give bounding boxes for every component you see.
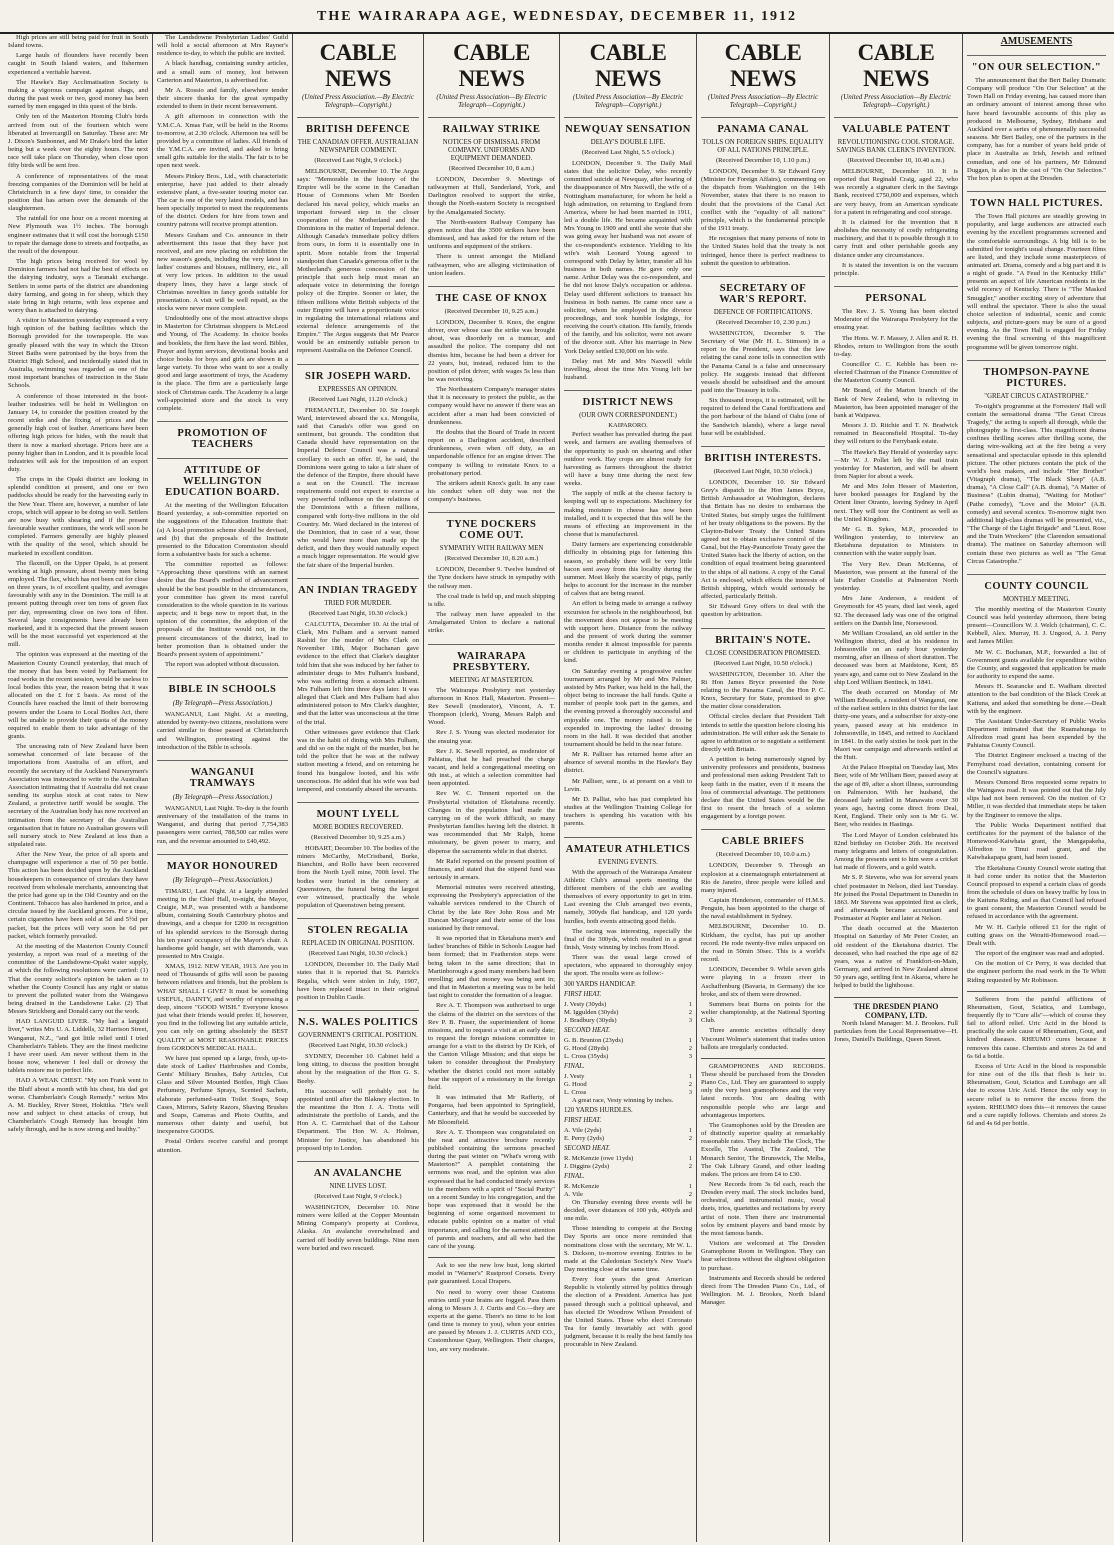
article-paragraph: The death occurred on Monday of Mr William Edwards, a resident of Wanganui, one of the earliest settlers in this district for the last thirty-one years, and a subscriber for sixty-one years, passed away at his residence in Johnsonville, in 1845, and retired to Auckland in 1841. In the early sixties he took part in the Maori war campaign and afterwards settled at the Hutt. bbox=[834, 688, 958, 762]
section-subheadline: DELAY'S DOUBLE LIFE. bbox=[590, 139, 666, 146]
news-brief: The Landsdowne Presbyterian Ladies' Guild will hold a social afternoon at Mrs Rayner's residence to-day, to which the public are invited. bbox=[157, 34, 288, 58]
section-headline: TYNE DOCKERS COME OUT. bbox=[428, 512, 555, 541]
advertisement-text: Instruments and Records should be ordered direct from The Dresden Piano Co., Ltd., of Wellington. M. J. Brookes, North Island Manager. bbox=[701, 1274, 825, 1307]
press-association-byline: (United Press Association—By Electric Telegraph—Copyright.) bbox=[840, 93, 952, 109]
article-paragraph: MELBOURNE, December 10. The Argus says: "Memorable in the history of the Empire will be the scene in the Canadian House of Commons when Mr Borden declared his naval policy, which marks an important forward step in the closer cooperation of the Motherland and the Dominions in the matter of Imperial defence. Although Canada's immediate policy differs from ours, in form it is essentially one in spirit. More notable from the Imperial standpoint than Canada's generous offer is the Motherland's generous concession of the principle that such help must mean an adequate voice in determining the foreign policy of the Empire. Sooner or later, the fifteen millions white British subjects of the outer Empire will have a proportionate voice in regulating the international relations and external defence arrangements of the Empire." The Argus suggests that Mr Pearce would be an eminently suitable person to represent Australia on the Defence Council. bbox=[297, 168, 419, 355]
section-subheadline: TRIED FOR MURDER. bbox=[324, 599, 392, 607]
article-paragraph: He recognises that many persons of note in the United States hold that the treaty is not infringed, hence there is perfect readiness to submit the question to arbitration. bbox=[701, 235, 825, 267]
section-headline: ATTITUDE OF WELLINGTON EDUCATION BOARD. bbox=[157, 458, 288, 498]
result-row bbox=[564, 1191, 692, 1199]
heat-heading: SECOND HEAT. bbox=[564, 1144, 611, 1152]
article-paragraph: HOBART, December 10. The bodies of the miners McCarthy, McCristband, Burke, Bianchini, and Rollo have been recovered from the North Lyell mine, 700ft level. The bodies were buried in the cemetery at Queenstown, the funeral being the largest ever witnessed, practically the whole population of Queenstown being present. bbox=[297, 845, 419, 910]
advertisement-block bbox=[428, 1257, 555, 1354]
article-paragraph: The coal trade is held up, and much shipping is idle. bbox=[428, 592, 555, 608]
article-paragraph: The railway men have appealed to the Amalgamated Union to declare a national strike. bbox=[428, 611, 555, 635]
placing: 3 bbox=[688, 1088, 692, 1096]
result-row bbox=[564, 1183, 692, 1191]
article-paragraph: His successor will probably not be appointed until after the Blakney election. In the meantime the Hon J. A. Trotts will administrate the portfolio of Lands, and the Hon A. C. Carmichael that of the Labour Department. The Hon W. A. Holman, Minister for Justice, has abandoned his proposed trip to London. bbox=[297, 1087, 419, 1152]
article-paragraph: With the approach of the Wairarapa Amateur Athletic Club's annual sports meeting the different members of the club are availing themselves of every opportunity to get in trim. Last evening the Club arranged two events, namely, 300yds flat handicap, and 120 yards hurdles, both events attracting good fields. bbox=[564, 868, 692, 925]
article-paragraph: On the motion of Cr Perry, it was decided that the engineer perform the road work in the Te Whiti Riding requested by Mr Robinson. bbox=[967, 960, 1106, 984]
column-1 bbox=[4, 34, 153, 1542]
column-2 bbox=[153, 34, 293, 1542]
column-8 bbox=[963, 34, 1110, 1542]
news-brief: A gift afternoon in connection with the Y.M.C.A. Xmas Fair, will be held in the Rooms to-morrow, at 2.30 o'clock. Afternoon tea will be provided by a committee of ladies. All friends of the Y.M.C.A. are invited, and asked to bring small gifts suitable for the stalls. The fair is to be open next week. bbox=[157, 113, 288, 170]
article-paragraph: The report of the engineer was read and adopted. bbox=[975, 950, 1105, 958]
section-headline: BRITISH INTERESTS. bbox=[701, 446, 825, 464]
advertisement-text: No need to worry over those Customs entries until your brains are fogged. Pass them along to Messrs J. J. Curtis and Co.—they are experts at the game. There's no time to be lost (and time is money to you), when your entries are passed by Messrs J. J. CURTIS AND CO., Customhouse Quay, Wellington. Their charges, too, are very moderate. bbox=[428, 1288, 555, 1353]
received-line: (Received December 10, 9.25 a.m.) bbox=[444, 307, 539, 315]
article-paragraph: FREMANTLE, December 10. Sir Joseph Ward, interviewed aboard the s.s. Mongolia, said that Canada's offer was good on sentiment, but grounds. The condition that Canada should have representation on the Imperial Defence Council was a natural corollary to such an offer. If, he said, the Dominions were going to take a fair share of the defence of the Empire, there should have a seat on the Council. The increase requirements could not expect to exercise a very powerful influence on the relations of the Dominions with a fifteen millions, compared with forty-five millions in the old Country. Mr. Ward declared in the interest of the Dominion, that in case of a war, those who would have more than made up the deficit, and then they would naturally expect a much bigger representation. He would give the fair share of the Imperial burden. bbox=[297, 406, 419, 569]
news-brief: A black handbag, containing sundry articles, and a small sum of money, lost between Carterton and Masterton, is advertised for. bbox=[157, 60, 288, 84]
competitor-name: R. McKenzie bbox=[564, 1182, 600, 1190]
article-paragraph: Mr S. P. Stevens, who was for several years chief postmaster in Nelson, died last Tuesday. He joined the Postal Department in Dunedin in 1863. Mr Stevens was appointed first as clerk, and afterwards became accountant and Postmaster at Napier and later at Nelson. bbox=[834, 874, 958, 923]
section-headline: DISTRICT NEWS bbox=[564, 390, 692, 408]
news-brief: Messrs Graham and Co. announce in their advertisement this issue that they have just received, and are now placing on exhibition the new season's goods, including the very latest in ladies' costumes and blouses, millinery, etc., all at very low prices. In addition to the usual drapery lines, they have a large stock of Christmas novelties in fancy goods suitable for presentation. A visit will be well repaid, as the stocks were never more complete. bbox=[157, 231, 288, 312]
news-brief: Undoubtedly one of the most attractive shops in Masterton for Christmas shoppers is McLeod and Young, of The Academy. In choice books and booklets, the firm have the last word. Bibles, Prayer and hymn services, devotional books and choice books for boys and girls are shown in a large variety. To those who want to see a really good and large assortment of toys, the Academy is the place. The firm are a particularly large stock of Christmas cards. The Academy is a large well-appointed store and the stock is very complete. bbox=[157, 315, 288, 412]
news-brief: At the meeting of the Wellington Education Board yesterday, a sub-committee reported on the suggestions of the Education Institute that: (a) A local promotion scheme should be devised, and (b) that the proposals of the Institute presented to the Education Commission should form a substantive basis for such a scheme. bbox=[157, 502, 288, 558]
result-row bbox=[564, 1037, 692, 1045]
section-headline: PANAMA CANAL bbox=[701, 117, 825, 135]
article-paragraph: MELBOURNE, December 10. D. Kirkham, the cyclist, has put up another record. He rode twenty-five miles unpaced on the road in 50min 30sec. This is a world's record. bbox=[701, 923, 825, 964]
article-paragraph: On Thursday evening three events will be decided, over distances of 100 yds, 400yds and one mile. bbox=[564, 1198, 692, 1223]
article-paragraph: Mr D. Palliat, who has just completed his studies at the Wellington Training College for teachers is spending his vacation with his parents. bbox=[564, 795, 692, 828]
news-brief: The Hawke's Bay Acclimatisation Society is making a vigorous campaign against shags, and during the past week or two, good money has been earned by men engaged in this quest of the birds. bbox=[8, 78, 148, 111]
result-row bbox=[564, 1163, 692, 1171]
placing: 1 bbox=[688, 1036, 692, 1044]
athletics-results bbox=[564, 981, 692, 1199]
section-subheadline: THE CANADIAN OFFER. AUSTRALIAN NEWSPAPER COMMENT. bbox=[297, 139, 419, 154]
article-paragraph: The Hawke's Bay Herald of yesterday says:—Mr W. J. Pollet left by the mail train yesterday for Masterton, and will be absent from Napier for about a week. bbox=[834, 448, 958, 480]
advertisement-text: North Island Manager: M. J. Brookes. Full particulars from the Local Representative—H. Jones, Daniell's Buildings, Queen Street. bbox=[834, 1019, 958, 1043]
article-paragraph: Sir Edward Grey offers to deal with the question by arbitration. bbox=[701, 603, 825, 619]
article-paragraph: The Rev. J. S. Young has been elected Moderator of the Wairarapa Presbytery for the ensuing year. bbox=[834, 308, 958, 332]
received-line: (Received Last Night, 10.30 o'clock.) bbox=[713, 467, 813, 475]
article-paragraph: The North-eastern Railway Company has given notice that the 3500 strikers have been dismissed, and has asked for the return of the uniforms and equipment of the strikers. bbox=[428, 218, 555, 251]
section-headline: BRITISH DEFENCE bbox=[297, 117, 419, 135]
article-paragraph: Rev J. K. Sewell reported, as moderator of Pahiatua, that he had preached the charge vacant, and held a congregational meeting on 9th inst., at which a selection committee had been appointed. bbox=[428, 747, 555, 788]
article-paragraph: Rev J. S. Young was elected moderator for the ensuing year. bbox=[428, 729, 555, 745]
article-paragraph: He doubts that the Board of Trade in recent report on a Darlington accident, described drunkenness, even when off duty, as an unpardonable offence for an engine driver. The company is willing to reinstate Knox to a probationary period. bbox=[428, 428, 555, 477]
competitor-name: E. Perry (2yds) bbox=[564, 1134, 605, 1142]
advertisement-text: GRAMOPHONES AND RECORDS. These should be purchased from the Dresden Piano Co., Ltd. They are guaranteed to supply only the very best gramophones and the very latest records. You are dealing with responsible people who are large and advantageous importers. bbox=[701, 1062, 825, 1119]
section-headline: SIR JOSEPH WARD. bbox=[297, 364, 419, 382]
advertisement-text: Visitors are welcomed at The Dresden Gramophone Room in Wellington. They can hear selections without the slightest obligation to purchase. bbox=[701, 1240, 825, 1272]
article-paragraph: LONDON, December 9. Knox, the engine driver, over whose case the strike was brought about, was disorderly on a tramcar, and assaulted the police. The company did not dismiss him, because he had been a driver for 22 years, but, instead, reduced him to the position of pilot driver, with wages 5s less than he was receiving. bbox=[428, 318, 555, 383]
news-brief: A conference of representatives of the meat freezing companies of the Dominion will be held at Christchurch in a few days' time, to consider the position that has arisen over the demands of the slaughtermen. bbox=[8, 172, 148, 213]
section-subheadline: (OUR OWN CORRESPONDENT.) bbox=[579, 412, 677, 420]
page-columns bbox=[4, 34, 1110, 1542]
article-paragraph: LONDON, December 9. Through an explosion at a cinematograph entertainment at Rio de Janeiro, three people were killed and many injured. bbox=[701, 862, 825, 894]
section-headline: PROMOTION OF TEACHERS bbox=[157, 421, 288, 450]
section-headline: THE CASE OF KNOX bbox=[428, 286, 555, 304]
article-paragraph: Three anomic societies officially deny Viscount Wolmer's statement that trades union ballots are irregularly conducted. bbox=[701, 1027, 825, 1051]
section-headline: THOMPSON-PAYNE PICTURES. bbox=[967, 360, 1106, 389]
advertisement-block bbox=[967, 991, 1106, 1129]
news-brief: WANGANUI, Last Night. At a meeting, attended by twenty-two citizens, resolutions were carried similar to those passed at Christchurch and Wellington, protesting against the introduction of the Bible in schools. bbox=[157, 711, 288, 751]
competitor-name: J. Diggins (2yds) bbox=[564, 1162, 610, 1170]
news-brief: The report was adopted without discussion. bbox=[165, 661, 280, 668]
article-paragraph: Rev A. T. Thompson was congratulated on the neat and attractive brochure recently published containing the sermons preached during the past winter on "What's wrong with Masterton?" A pamphlet containing the sermons was read, and the opinion was also expressed that he had conducted timely services to the members with a spirit of "Social Purity" on a recent Sunday to his congregation, and the hope was expressed that it would be the beginning of some organised movement to educate public opinion on a matter of vital importance, and calling for the earnest attention of parents and teachers, and all who had the care of the young. bbox=[428, 1128, 555, 1250]
article-paragraph: The announcement that the Bert Bailey Dramatic Company will produce "On Our Selection" at the Town Hall on Friday evening, has caused more than an ordinary amount of interest among those who have heard favourable accounts of this play as produced in Melbourne, Sydney, Brisbane and Auckland over a series of phenomenally successful seasons. Mr Bert Bailey, one of the partners in the company, has for a number of years held pride of place in Australia as Irish, Jewish and refined comedian, and one of his partners, Mr Edmund Duggan, is also in the cast of "On Our Selection." The box plan is open at the Dresden. bbox=[967, 77, 1106, 182]
section-headline: WANGANUI TRAMWAYS bbox=[157, 760, 288, 789]
news-brief: A visitor to Masterton yesterday expressed a very high opinion of the bathing facilities which the Borough provided for the townspeople. He was greatly pleased with the way in which the Dixon Street Baths were patronised by the boys from the District High School, and incidentally stated that in Australia, swimming was regarded as one of the most important branches of instruction in the State Schools. bbox=[8, 317, 148, 390]
competitor-name: G. Hood (28yds) bbox=[564, 1044, 609, 1052]
news-brief: The crops in the Opaki district are looking in splendid condition at present, and one or two paddocks should be ready for the harvesting early in the New Year. There are, however, a number of late crops, which will appear to be doing so well. Settlers are now busy with shearing and if the present favourable weather continues, the work will soon be completed. Farmers generally are highly pleased with the quality of the wool, which should be marketed in excellent condition. bbox=[8, 476, 148, 557]
article-paragraph: The District Engineer enclosed a tracing of the Fernyhurst road deviation, containing consent for the Council's signature. bbox=[967, 752, 1106, 776]
result-row bbox=[564, 1009, 692, 1017]
column-4 bbox=[424, 34, 560, 1542]
article-paragraph: A petition is being numerously signed by university professors and presidents, business and professional men asking President Taft to keep faith in the matter, even if it means the loss of commercial advantage. The petitioners declare that the United States would be the first to resent the breach of a solemn engagement by a foreign power. bbox=[701, 756, 825, 821]
heat-heading: FIRST HEAT. bbox=[564, 990, 602, 998]
result-row bbox=[564, 1081, 692, 1089]
heat-heading: FIRST HEAT. bbox=[564, 1116, 602, 1124]
article-paragraph: Every four years the great American Republic is violently stirred by politics through the election of a President. America has just passed through such a political upheaval, and has elected Dr Woodrow Wilson President of the United States. Those who elect Coronato Tea for family invariably act with good judgment, because it is really the best family tea procurable in New Zealand. bbox=[564, 1276, 692, 1349]
news-brief: Large hauls of flounders have recently been caught in South Island waters, and fishermen experienced a veritable harvest. bbox=[8, 52, 148, 76]
news-brief: Messrs Pinkey Bros., Ltd., with characteristic enterprise, have just added to their already extensive plant, a five-seater touring motor car. The car is one of the very latest models, and has been specially imported to meet the requirements of the district. Orders for hire from town and country patrons will receive prompt attention. bbox=[157, 172, 288, 229]
received-line: (Received December 10, 10.0 a.m.) bbox=[716, 851, 810, 859]
advertisement-text: Sufferers from the painful afflictions of Rheumatism, Gout, Sciatica, and Lumbago, frequently fly to "Cure alls"—which of course they fail to afford relief. Uric Acid in the blood is practically the sole cause of Rheumatism, Gout, and kindred diseases. RHEUMO cures because it removes this cause. Chemists and stores 2s 6d and 6s 6d a bottle. bbox=[967, 995, 1106, 1060]
news-brief: The unceasing rain of New Zealand have been somewhat concerned of late because of the importations from Australia of an effort, and recently the secretary of the Auckland Nurserymen's Association was instructed to write to the Australian Association intimating that if Australia did not cease sending its surplus stock at cost rates to New Zealand, a protective tariff would be sought. The secretary of the Australian body has now received an intimation from the secretary of the Australian organisation that in future no Australian growers will sell nursery stock to New Zealand at less than a stipulated rate. bbox=[8, 743, 148, 848]
received-line: (Received December 10, 9.25 a.m.) bbox=[311, 834, 405, 841]
section-headline: MAYOR HONOURED bbox=[157, 854, 288, 872]
article-paragraph: SYDNEY, December 10. Cabinet held a long sitting, to discuss the position brought about by the resignation of the Hon G. S. Beeby. bbox=[297, 1053, 419, 1085]
cable-news-heading: CABLE NEWS bbox=[857, 40, 935, 91]
article-paragraph: Mr Rafel reported on the present position of finances, and stated that the stipend fund was seriously in arrears. bbox=[428, 857, 555, 881]
article-paragraph: Mrs Jane Anderson, a resident of Greymouth for 45 years, died last week, aged 92. The deceased lady was one of the original settlers on the Danish line, Norsewood. bbox=[834, 595, 958, 627]
news-brief: After the New Year, the price of all sports and champagne will experience a rise of 50 per bottle. This action has been decided upon by the Auckland housekeepers in consequence of circulars they have received from wholesale merchants, announcing that the price had gone up in the Old Country and on the Continent. Tobacco has also hardened in price, and a circular issued by the Auckland grocers. For a time, certain cigarettes have been sold at 5d and 5½d per packet, but the prices will very soon be 6d per packet, which formerly prevailed. bbox=[8, 851, 148, 940]
cable-news-heading: CABLE NEWS bbox=[724, 40, 802, 91]
advertisement-block bbox=[701, 1058, 825, 1308]
article-paragraph: LONDON, December 9. Sir Edward Grey (Minister for Foreign Affairs), commenting on the dispatch from Washington on the 14th November, states that there is no reason to doubt that the provisions of the Canal Act conflict with the "equality of all nations" principle, which is the fundamental principle of the 1911 treaty. bbox=[701, 168, 825, 233]
section-headline: BIBLE IN SCHOOLS bbox=[157, 677, 288, 695]
article-paragraph: CALCUTTA, December 10. At the trial of Clark, Mrs Fulham and a servant named Rashid for the murder of Mrs Clark on November 18th, Major Buchanan gave evidence to the effect that Clarke's daughter told him that she was induced by her father to administer drugs to Mrs Fulham's husband, who was suffering from a stomach ailment. Mrs Fulham left him three days later. It was alleged that Clark and Mrs Fulham had also administered poison to Mrs Clark's daughter, and that the latter was unconscious at the time of the trial. bbox=[297, 620, 419, 726]
article-paragraph: Mr R. Palliser has returned home after an absence of several months in the Hawke's Bay district. bbox=[564, 751, 692, 775]
section-place: KAIPARORO. bbox=[608, 422, 648, 430]
news-brief: At the meeting of the Masterton County Council yesterday, a report was read of a meeting of the committee of the Landsdowne-Opaki water supply, at which the following resolutions were carried: (1) That the county solicitor's opinion be taken as to whether the County Council has any right or status to prevent the polluted water from the Waingawa being drained in the Landsdowne Lake. (2) That Messrs Strickberg and Donald carry out the work. bbox=[8, 942, 148, 1016]
placing: 2 bbox=[688, 1008, 692, 1016]
article-paragraph: The Eketahuna County Council wrote stating that it had come under its notice that the Masterton Council proposed to expend a certain class of goods from the schedule of dues on heavy traffic by loss in the Kaituna Riding, and as that Council had refused to grant consent, the Masterton Council would be refused in accordance with the agreement. bbox=[967, 864, 1106, 921]
received-line: (Received December 10, 8 a.m.) bbox=[448, 165, 535, 172]
received-line: (Received December 10, 1.10 p.m.) bbox=[715, 157, 811, 164]
press-association-byline: (United Press Association.—By Electric Telegraph—Copyright.) bbox=[302, 93, 414, 109]
result-row bbox=[564, 1045, 692, 1053]
section-subheadline: EVENING EVENTS. bbox=[598, 858, 658, 866]
section-headline: RAILWAY STRIKE bbox=[428, 117, 555, 135]
article-paragraph: It was reported that in Eketahuna men's and ladies' branches of Bible in Schools League had been formed; that in Featherston steps were being taken in the same direction; that in Martinborough a good many members had been enrolling; and that money was being sent in; and that in Masterton a meeting was to be held last night to consider the formation of a league. bbox=[428, 935, 555, 1000]
press-association-byline: (United Press Association—By Electric Telegraph—Copyright.) bbox=[572, 93, 684, 109]
placing: 2 bbox=[688, 1190, 692, 1198]
article-paragraph: The racing was interesting, especially the final of the 300yds, which resulted in a great finish, Vesty winning by inches from Hood. bbox=[564, 927, 692, 951]
placing: 2 bbox=[688, 1044, 692, 1052]
article-paragraph: Summers beat Burns on points for the welter championship, at the National Sporting Club. bbox=[701, 1000, 825, 1025]
section-subheadline: EXPRESSES AN OPINION. bbox=[318, 385, 398, 393]
article-paragraph: Six thousand troops, it is estimated, will be required to defend the Canal fortifications and the port harbour of the Island of Oahu (one of the Sandwich islands), where a large naval base will be established. bbox=[701, 397, 825, 437]
column-7 bbox=[830, 34, 963, 1542]
article-paragraph: Mr William Crossland, an old settler in the Wellington district, died at his residence in Johnsonville on an early hour yesterday morning, after an illness of short duration. The deceased was born at Maidstone, Kent, 85 years ago, and came out to New Zealand in the ship Lord William Bentinck, in 1841. bbox=[834, 629, 958, 686]
section-subheadline: CLOSE CONSIDERATION PROMISED. bbox=[705, 649, 821, 657]
article-paragraph: Mr W. C. Buchanan, M.P., forwarded a list of Government grants available for expenditure within the County, and suggested that application be made for authority to expend the same. bbox=[967, 648, 1106, 681]
competitor-name: G. Hood bbox=[564, 1080, 587, 1088]
received-line: (Received Last Night, 5.5 o'clock.) bbox=[581, 149, 675, 156]
received-line: (Received Last Night, 11.20 o'clock.) bbox=[308, 395, 408, 403]
masthead-title: THE WAIRARAPA AGE, WEDNESDAY, DECEMBER 11, 1912 bbox=[317, 9, 797, 24]
competitor-name: L. Cross (35yds) bbox=[564, 1052, 609, 1060]
section-subheadline: REPLACED IN ORIGINAL POSITION. bbox=[301, 940, 415, 948]
result-row bbox=[564, 1017, 692, 1025]
article-paragraph: MELBOURNE, December 10. It is reported that Reginald Craig, aged 22, who was recently a signature clerk in the Savings Bank, received £750,000 and expenses, which are very heavy, from an American syndicate for a patent in refrigerating and cool storage. bbox=[834, 168, 958, 216]
result-row bbox=[564, 1053, 692, 1061]
article-paragraph: An effort is being made to arrange a railway excursion for schools in the neighbourhood, but the movement does not appear to be meeting with support here. Distance from the railway and the present of work during the summer months render it almost impossible for parents or children to participate in anything of the kind. bbox=[564, 600, 692, 665]
news-brief: The committee reported as follows: "Approaching these questions with an earnest desire that the Board's method of advancement should be the best possible in the circumstances, your committee has given its most careful consideration to the whole question in its various aspects; and it begs now to report that, in the opinion of the committee, the adoption of the proposals of the Institute would not, in the present circumstances of the district, lead to better promotion than is obtained under the Board's present system of appointment." bbox=[157, 561, 288, 658]
section-headline: AN INDIAN TRAGEDY bbox=[297, 578, 419, 596]
results-heading: 300 YARDS HANDICAP. bbox=[564, 980, 636, 988]
article-paragraph: It was intimated that Mr Rafferty, of Pongaroa, had been appointed to Springfield, Canterbury, and that he would be succeeded by Mr Bloomfield. bbox=[428, 1094, 555, 1126]
section-headline: SECRETARY OF WAR'S REPORT. bbox=[701, 276, 825, 305]
article-paragraph: LONDON, December 9. Meetings of railwaymen at Hull, Sunderland, York, and Darlington resolved to support the strike, though the North-eastern Society is recognised by the Amalgamated Society. bbox=[428, 176, 555, 216]
article-paragraph: Mr and Mrs John Hesser of Masterton, have booked passages for England by the Orient liner Otranto, leaving Sydney in April next. They will tour the Continent as well as the United Kingdom. bbox=[834, 483, 958, 523]
article-paragraph: Official circles declare that President Taft intends to settle the question before closing his administration. He will either ask the Senate to agree to arbitration or to negotiate a settlement directly with Britain. bbox=[701, 713, 825, 753]
placing: 2 bbox=[688, 1080, 692, 1088]
article-paragraph: It is stated the invention is on the vacuum principle. bbox=[834, 261, 958, 277]
article-paragraph: Delay met Mr and Mrs Naxwill while travelling, about the time Mrs Young left her husband. bbox=[564, 357, 692, 382]
article-paragraph: On Saturday evening a progressive euchre tournament arranged by Mr and Mrs Palmer, assisted by Mrs Parker, was held in the hall, the object being to increase the hall funds. Quite a number of people took part in the games, and the evening proved a thoroughly successful and enjoyable one. The money raised is to be expended in improving the ladies' dressing room in the hall. It was decided that another tournament should be held in the near future. bbox=[564, 667, 692, 748]
article-paragraph: LONDON, December 9. Twelve hundred of the Tyne dockers have struck in sympathy with the railway men. bbox=[428, 566, 555, 590]
advertisement-block bbox=[834, 997, 958, 1044]
section-headline: CABLE BRIEFS bbox=[701, 829, 825, 847]
article-paragraph: WASHINGTON, December 10. After the Rt Hon James Bryce presented the Note relating to the Panama Canal, the Hon P. C. Knox, Secretary for State, promised to give the matter close consideration. bbox=[701, 670, 825, 711]
received-line: (Received Last Night, 10.50 o'clock.) bbox=[713, 659, 813, 667]
news-brief: WANGANUI, Last Night. To-day is the fourth anniversary of the installation of the trams in Wanganui, and during that period 7,754,383 passengers were carried, 788,500 car miles were run, and the revenue amounted to £40,492. bbox=[157, 804, 288, 845]
news-brief: The opinion was expressed at the meeting of the Masterton County Council yesterday, that much of the money that has been voted by Parliament for road works in the recent session, would be useless to local bodies this year, the reason being that it was allocated on the £ for £ basis. As most of the Councils have reached the limit of their borrowing powers under the Loans to Local Bodies Act, there will be unable to provide their quota of the money required to enable them to take advantage of the grants. bbox=[8, 651, 148, 740]
article-paragraph: The Public Works Department notified that certificates for the payment of the balance of the Homewood-Kaiwhata grant, the Mangapakeha, Alfredton to Tinui road grant, and the Kaiwhakapapa grant, had been issued. bbox=[967, 821, 1106, 862]
section-headline: COUNTY COUNCIL bbox=[967, 574, 1106, 592]
section-headline: VALUABLE PATENT bbox=[834, 117, 958, 135]
article-paragraph: The Assistant Under-Secretary of Public Works Department intimated that the Ruamahunga to Alfredton road grant has been expended by the Pahiatua County Council. bbox=[967, 717, 1106, 750]
article-paragraph: Mr W. H. Carlyle offered £1 for the right of cutting grass on the Weraiti-Homewood road.—Dealt with. bbox=[967, 923, 1106, 947]
article-paragraph: The Very Rev. Dean McKenna, of Masterton, was present at the funeral of the late Father Costello at Palmerston North yesterday. bbox=[834, 560, 958, 593]
article-paragraph: At the Palace Hospital on Tuesday last, Mrs Beer, wife of Mr William Beer, passed away at the age of 89, after a short illness, surrounding on Palmerston. With her husband, the deceased lady settled in Manawatu over 30 years ago, having come direct from Deal, Kent, England. Their only son is Mr G. W. Beer, who resides in Hastings. bbox=[834, 764, 958, 829]
news-brief: TIMARU, Last Night. At a largely attended meeting in the Chief Hall, to-night, the Mayor, Craigie, M.P., was presented with a handsome album, containing South Canterbury photos and drawings, and a cheque for £200 in recognition of his splendid services to the Borough during his ten years' occupancy of the Mayor's chair. A handsome gold bangle, set with diamonds, was presented to Mrs Craigie. bbox=[157, 887, 288, 960]
section-subheadline: MEETING AT MASTERTON. bbox=[449, 676, 534, 684]
article-paragraph: Perfect weather has prevailed during the past week, and farmers are availing themselves of the opportunity to push on shearing and other outdoor work. Hay crops are almost ready for harvesting as farmers throughout the district will have a busy time during the next few weeks. bbox=[564, 431, 692, 488]
advertisement-text: The Gramophones sold by the Dresden are of distinctly superior quality at remarkably reasonable rates. They include The Clock, The Excelle, The Austral, The Zealand, The Monarch Senior, The Brunswick, The Melba, The Oak Library Grand, and other leading makes. The prices are from £4 to £30. bbox=[701, 1121, 825, 1178]
article-paragraph: There was the usual large crowd of spectators, who appeared to thoroughly enjoy the sport. The results were as follow:- bbox=[564, 954, 692, 978]
placing: 2 bbox=[688, 1134, 692, 1142]
result-row bbox=[564, 1073, 692, 1081]
advertisement-text: Excess of Uric Acid in the blood is responsible for nine out of the ills that flesh is heir to. Rheumatism, Gout, Sciatica and Lumbago are all due to excess Uric Acid. Hence the only way to secure relief is to remove the excess from the system. RHEUMO does this—it removes the cause and a cure rapidly follows. Chemists and stores 2s 6d and 4s 6d per bottle. bbox=[967, 1062, 1106, 1128]
competitor-name: J. Vesty bbox=[564, 1072, 585, 1080]
result-row bbox=[564, 1135, 692, 1143]
article-paragraph: The supply of milk at the cheese factory is keeping well up to expectations. Machinery for making moisture in cheese has now been installed, and it is expected that this will be the means of effecting an improvement in the cheese that is manufactured. bbox=[564, 490, 692, 539]
placing: 1 bbox=[688, 1000, 692, 1008]
competitor-name: G. B. Brunton (23yds) bbox=[564, 1036, 624, 1044]
article-paragraph: The Wairarapa Presbytery met yesterday afternoon in Knox Hall, Masterton. Present—Rev Sewell (moderator), Vincent, A. T. Thompson (clerk), Young, Messrs Ralph and Wood. bbox=[428, 686, 555, 727]
column-6 bbox=[697, 34, 830, 1542]
press-association-byline: (By Telegraph—Press Association.) bbox=[172, 699, 273, 708]
news-brief: The rainfall for one hour on a recent morning at New Plymouth was 1½ inches. The borough engineer estimates that it will cost the borough £150 to repair the damage done to streets and footpaths, as the result of the downpour. bbox=[8, 215, 148, 255]
article-paragraph: The Town Hall pictures are steadily growing in popularity, and large audiences are attracted each evening by the excellent programmes screened and the comfortable surroundings. A big bill is to be submitted for tonight's usual change. Fourteen films are listed, and they include some masterpieces of animated art. Drama, comedy and a big part and it is a night of grade. "A Feud in the Kentucky Hills" presents an aspect of life American residents in the wild recency of Kentucky. There is "The Masked Smuggler," another exciting story of adventure that will enthral the spectator. There is also the usual choice selection of industrial, scenic and comic subjects, and picture-goers may be sure of a good evening. As the Town Hall is engaged for Friday evening the final screening of this magnificent programme will be given tomorrow night. bbox=[967, 213, 1106, 351]
section-subheadline: NINE LIVES LOST. bbox=[329, 1182, 387, 1190]
article-paragraph: Mr Palliser, senr., is at present on a visit to Levin. bbox=[564, 777, 692, 793]
advertisement-text: Ask to see the new low bust, long skirted model in "Warner's" Rustproof Corsets. Every pair guaranteed. Local Drapers. bbox=[428, 1262, 555, 1286]
article-paragraph: The Lord Mayor of London celebrated his 82nd birthday on October 26th. He received many telegrams and letters of congratulation. Among the presents sent to him were a cricket bat made of flowers, and a gold watch. bbox=[834, 831, 958, 872]
news-brief: High prices are still being paid for fruit in South Island towns. bbox=[8, 34, 148, 50]
article-paragraph: The monthly meeting of the Masterton County Council was held yesterday afternoon, there being present—Councillors W. J. Welch (chairman), C. C. Kebbell, Alex. Murray, H. J. Ungood, A. J. Perry and James Miller. bbox=[967, 605, 1106, 646]
received-line: (Received December 10, 2.30 p.m.) bbox=[715, 318, 811, 326]
news-brief: Only ten of the Masterton Homing Club's birds arrived from out of the fourteen which were liberated at Invercargill on Saturday. These are: Mr J. Dixon's Sunbonnet, and Mr Drake's bird the latter being but a week over the eighty hours. The next race will take place on Thursday, when close upon fifty birds will be sent free. bbox=[8, 113, 148, 170]
result-row bbox=[564, 1127, 692, 1135]
news-brief: Mr A. Rossio and family, elsewhere tender their sincere thanks for the great sympathy extended to them in their recent bereavement. bbox=[157, 86, 288, 111]
results-note: A great race, Vesty winning by inches. bbox=[572, 1096, 674, 1104]
competitor-name: M. Iggulden (30yds) bbox=[564, 1008, 619, 1016]
article-paragraph: To-night's programme at the Forresters' Hall will contain the sensational drama "The Great Circus Tragedy," the acting is superb all through, while the photography is first-class. This magnificent drama confines thrilling scenes after thrilling scene, the daring wire-walking act at the fire being a very sensational and spectacular episode in this splendid picture. The other pictures contain the pick of the world's best makers, and include "Her Brother" (Vitagraph drama), "The Black Sheep" (A.B. drama), "A Close Call" (A.B. drama), "A Matter of Business" (Lubin drama), "Waiting for Mother" (Pathe comedy), "Love and the Motor" (A.B. comedy) and several scenics. To-morrow night two additional high-class dramas will be presented, viz., "The Charge of the Light Brigade" and "Lieut. Rose and the Train Wreckers" (the Clarendon sensational drama). The matinee on Saturday afternoon will contain these two pictures as well as "The Great Circus Catastrophe." bbox=[967, 402, 1106, 565]
section-subheadline: MONTHLY MEETING. bbox=[1002, 595, 1071, 603]
article-paragraph: LONDON, December 10. The Daily Mail states that it is reported that St. Patrick's Regalia, which were stolen in July, 1907, have been replaced intact in their original position in Dublin Castle. bbox=[297, 961, 419, 1001]
article-paragraph: The Northeastern Company's manager states that it is necessary to protect the public, as the company would have no answer if there was an accident after a man had been convicted of drunkenness. bbox=[428, 386, 555, 426]
column-3 bbox=[293, 34, 424, 1542]
heat-heading: FINAL. bbox=[564, 1172, 585, 1180]
section-headline: AN AVALANCHE bbox=[297, 1161, 419, 1179]
section-subheadline: DEFENCE OF FORTIFICATIONS. bbox=[713, 308, 813, 316]
results-heading: 120 YARDS HURDLES. bbox=[564, 1106, 633, 1114]
section-subheadline: GOVERNMENT'S CRITICAL POSITION. bbox=[298, 1032, 418, 1040]
received-line: (Received Last Night, 9 o'clock.) bbox=[314, 157, 402, 164]
article-paragraph: The death occurred at the Masterton Hospital on Saturday of Mr Peter Coster, an old resident of the Eketahuna district. The deceased, who had reached the ripe age of 82 years, was a native of Frankfort-on-Main, Germany, and arrived in New Zealand almost 50 years ago, settling first in Akaroa, where he helped to build the lighthouse. bbox=[834, 925, 958, 990]
section-subheadline: MORE BODIES RECOVERED. bbox=[312, 824, 404, 831]
article-paragraph: It is claimed for the invention that it abolishes the necessity of costly refrigerating machinery, and that it is possible through it to carry fruit and other perishable goods any distance under any circumstances. bbox=[834, 218, 958, 259]
article-paragraph: Memorial minutes were received attesting, expressing the Presbytery's appreciation of the valuable services rendered to the Church of Christ by the late Rev John Ross and Mr Duncan McGregor and their sense of the loss sustained by their removal. bbox=[428, 884, 555, 932]
section-headline: "ON OUR SELECTION." bbox=[967, 55, 1106, 73]
result-row bbox=[564, 1001, 692, 1009]
received-line: (Received Last Night, 9 o'clock.) bbox=[314, 1192, 402, 1200]
placing: 3 bbox=[688, 1016, 692, 1024]
section-headline: N.S. WALES POLITICS bbox=[297, 1010, 419, 1028]
competitor-name: A. Vile bbox=[564, 1190, 583, 1198]
article-paragraph: Mr G. B. Sykes, M.P., proceeded to Wellington yesterday, to interview an Eketahuna deputation to Ministers in connection with the water supply loan. bbox=[834, 525, 958, 558]
article-paragraph: WASHINGTON, December 10. Nine miners were killed at the Copper Mountain Mining Company's property at Cordova, Alaska. An avalanche overwhelmed and carried off bodily seven buildings. Nine men were buried and two rescued. bbox=[297, 1203, 419, 1252]
news-brief: HAD LANGUID LIVER. "My had a languid liver," writes Mrs U. A. Liddells, 32 Harrison Street, Wanganui, N.Z., "and got little relief until I tried Chamberlain's Tablets. They are the finest medicine I have ever used. Am never without them in the house now, whenever I feel dull or drowsy the tablets restore me to perfect life. bbox=[8, 1018, 148, 1075]
received-line: (Received Last Night, 10.30 o'clock.) bbox=[308, 1042, 408, 1050]
press-association-byline: (By Telegraph—Press Association.) bbox=[172, 792, 273, 801]
article-paragraph: LONDON, December 9. The Daily Mail states that the solicitor Delay, who recently committed suicide at Newquay, after hearing of the disappearance of Mrs Naxwill, the wife of a Nottingham manufacturer, for whom he held a high admiration, on returning to England from America, where he had been married in 1911, led a double life. He became acquainted with Mrs Young in 1909 and until she wrote that she was going away her husband was not aware of the co-respondent's existence. Yielding to his wife's wish Leonard Young agreed to correspond with Delay by letter, transfer all his business in both names. He gave only one name. Arthur Delay was the co-respondent, and he did not know Daly's occupation or address. Delay used different solicitors to transact his business in both names. He came once saw a solicitor, whom he employed in the divorce proceedings, and took humble lodgings, for receiving the court's citation. His family, friends of the family, and his solicitor, were not aware of the divorce suit. After his marriage in New York Delay settled £30,000 on his wife. bbox=[564, 160, 692, 355]
received-line: (Received Last Night, 10.30 o'clock.) bbox=[308, 609, 408, 617]
cable-news-heading: CABLE NEWS bbox=[319, 40, 397, 91]
placing: 1 bbox=[688, 1072, 692, 1080]
cable-news-heading: CABLE NEWS bbox=[453, 40, 530, 91]
masthead bbox=[0, 0, 1114, 34]
article-paragraph: Dairy farmers are experiencing considerable difficulty in obtaining pigs for fattening this season, so probably there will be very little bacon sent away from this locality during the summer. Most likely the scarcity of pigs, partly helps to account for the increase in the number of calves that are being reared. bbox=[564, 541, 692, 598]
article-paragraph: Captain Henderson, commander of H.M.S. Penguin, has been appointed to the charge of the naval establishment in Sydney. bbox=[701, 897, 825, 921]
competitor-name: J. Bradbury (30yds) bbox=[564, 1016, 617, 1024]
news-brief: HAD A WEAK CHEST. "My son Frank went to the Bluff about a month with his chest, his dad got worse. Chamberlain's Cough Remedy." writes Mrs A. M. Buckley, River Street, Hokitika. "He's well now and subject to chest attacks of croup, but Chamberlain's Cough Remedy has brought him safely through, and he is now strong and healthy." bbox=[8, 1077, 148, 1134]
section-subheadline: NOTICES OF DISMISSAL FROM COMPANY. UNIFORMS AND EQUIPMENT DEMANDED. bbox=[442, 139, 541, 162]
result-row bbox=[564, 1089, 692, 1097]
news-brief: The flaxmill, on the Upper Opaki, is at present working at high pressure, about twenty men being employed. The flax, which has not been cut for close on three years, is of excellent quality, and averages favourably with any in the Dominion. The mill is at present putting through over ten tons of green flax per day, representing close on two tons of fibre. Several large consignments have already been marketed, and it is expected that the present season will be the most successful yet experienced at the mill. bbox=[8, 559, 148, 649]
news-brief: We have just opened up a large, fresh, up-to-date stock of Ladies' Hairbrushes and Combs, Gents' Military Brushes, Baby Articles, Cut Glass and Silver Mounted Bottles, High Class Perfumery, Perfume Sprays, Scented Sachets, elaborate perfumed-satin Toilet Soaps, Soap Cases, Mirrors, Safety Razors, Shaving Brushes and Soaps, Cameras and Photo Outfits, and numerous other dainty and useful, but inexpensive GOODS. bbox=[157, 1054, 288, 1136]
amusements-heading: AMUSEMENTS bbox=[1000, 36, 1073, 47]
article-paragraph: The Hons. W. F. Massey, J. Allen and R. H. Rhodes, return to Wellington from the south to-day. bbox=[834, 334, 958, 358]
received-line: (Received Last Night, 10.30 o'clock.) bbox=[308, 950, 408, 958]
news-brief: The high prices being received for wool by Dominion farmers had not had the best of effects on the dairying industry, says a Taranaki exchange. Settlers in some parts of the district are abandoning dairy farming, and going in for sheep, which they state bring in high returns, with less expense and worry than is attached to dairying. bbox=[8, 258, 148, 314]
article-paragraph: LONDON, December 9. While seven girls were playing in a frozen river in Aschaffenburg (Bavaria, in Germany) the ice broke, and six of them were drowned. bbox=[701, 966, 825, 998]
section-headline: TOWN HALL PICTURES. bbox=[967, 191, 1106, 209]
received-line: (Received December 10, 10.40 a.m.) bbox=[847, 157, 945, 164]
section-subheadline: SYMPATHY WITH RAILWAY MEN bbox=[439, 545, 544, 553]
heat-heading: FINAL. bbox=[564, 1062, 585, 1070]
competitor-name: R. McKenzie (owe 11yds) bbox=[564, 1154, 634, 1162]
article-paragraph: Messrs Osmond Bros requested some repairs to the Waingawa road. It was pointed out that the July slips had not been removed. On the motion of Cr Miller, it was decided that immediate steps be taken by the Engineer to remove the slips. bbox=[967, 778, 1106, 819]
article-paragraph: Other witnesses gave evidence that Clark was in the habit of dining with Mrs Fulham, and did so on the night of the murder, but he told the police that he was at the railway station meeting a friend, and on returning he found his bungalow looted, and his wife unconscious. He added that his wife was bad tempered, and constantly abused the servants. bbox=[297, 728, 419, 793]
advertisement-text: New Records from 3s 6d each, reach the Dresden every mail. The stock includes band, orchestral, and instrumental music, vocal duets, trios, quartettes and recitations by every artist of note. Then there are instrumental solos by eminent players and band music by the most famous bands. bbox=[701, 1181, 825, 1237]
competitor-name: J. Vesty (30yds) bbox=[564, 1000, 607, 1008]
section-subheadline: TOLLS ON FOREIGN SHIPS. EQUALITY OF ALL NATIONS PRINCIPLE. bbox=[702, 139, 824, 154]
column-5 bbox=[560, 34, 697, 1542]
cable-news-heading: CABLE NEWS bbox=[589, 40, 667, 91]
press-association-byline: (By Telegraph—Press Association.) bbox=[172, 875, 273, 884]
article-paragraph: Those intending to compete at the Boxing Day Sports are once more reminded that nominations close with the secretary, Mr W. L. S. Dickson, to-morrow evening. Entries to be made at the Caledonian Society's New Year's Day meeting close at the same time. bbox=[564, 1225, 692, 1273]
placing: 3 bbox=[688, 1052, 692, 1060]
heat-heading: SECOND HEAT. bbox=[564, 1026, 611, 1034]
article-paragraph: Messrs J. D. Ritchie and T. N. Bradwick remained in Beaconsfield Hospital. To-day they will return to the Ferrybank estate. bbox=[834, 422, 958, 446]
article-paragraph: Messrs H. Searancke and E. Wadham directed attention to the bad condition of the Black Creek at Kaituna, and asked that something be done.—Dealt with by the engineer. bbox=[967, 683, 1106, 715]
article-paragraph: There is unrest amongst the Midland railwaymen, who are alleging victimisation of union leaders. bbox=[428, 253, 555, 277]
article-paragraph: The strikers admit Knox's guilt. In any case his conduct when off duty was not the company's business. bbox=[428, 479, 555, 504]
section-subheadline: REVOLUTIONISING COOL STORAGE. SAVINGS BANK CLERK'S INVENTION. bbox=[836, 139, 956, 154]
section-headline: STOLEN REGALIA bbox=[297, 918, 419, 936]
received-line: (Received December 10, 8.20 a.m.) bbox=[444, 555, 539, 563]
press-association-byline: (United Press Association—By Electric Telegraph—Copyright.) bbox=[707, 93, 819, 109]
article-paragraph: Rev W. C. Tennent reported on the Presbyterial visitation of Eketahuna recently. Changes in the population had made the carrying on of the work difficult, so many Presbyterian families having left the district. It was recommended that Mr Ralph, home missionary, be given power to marry, and dispense the sacraments while in that district. bbox=[428, 790, 555, 855]
placing: 1 bbox=[688, 1182, 692, 1190]
article-paragraph: Mr Brand, of the Marton branch of the Bank of New Zealand, who is relieving in Masterton, has been appointed manager of the bank at Waipawa. bbox=[834, 387, 958, 419]
article-paragraph: Councillor C. C. Kebble has been re-elected Chairman of the Finance Committee of the Masterton County Council. bbox=[834, 360, 958, 385]
competitor-name: A. Vile (2yds) bbox=[564, 1126, 602, 1134]
news-brief: A conference of those interested in the boot-leather industries will be held in Wellington on January 14, to consider the position created by the recent strike and the fixing of prices and the generally high cost of leather. Americans have been offering high prices for hides, with the result that there is now a marked shortage. Prices here are a penny higher than in London, and it is possible local industries will ask for the imposition of an export duty. bbox=[8, 392, 148, 473]
section-subheadline: "GREAT CIRCUS CATASTROPHE." bbox=[984, 392, 1089, 400]
section-headline: WAIRARAPA PRESBYTERY. bbox=[428, 644, 555, 673]
section-headline: MOUNT LYELL bbox=[297, 802, 419, 820]
news-brief: XMAS, 1912. NEW YEAR, 1913. Are you in need of Thousands of gifts will soon be passing between relatives and friends, but the problem is WHAT SHALL I GIVE? It must be something USEFUL, DAINTY, and worthy of expressing a deep, sincere "GOOD WISH." Everyone knows just what their friends would prefer. If, however, you find in the following list any suitable article, you can rely on getting absolutely the BEST QUALITY at MOST REASONABLE PRICES from GORDON'S MEDICAL HALL. bbox=[157, 963, 288, 1052]
article-paragraph: LONDON, December 10. Sir Edward Grey's dispatch to the Hon James Bryce, British Ambassador at Washington, declares that Britain has no desire to embarrass the United States, but simply urges the fulfilment of her treaty obligations to the powers. By the Clayton-Bulwer Treaty the United States agreed not to obtain exclusive control of the Canal, but the Hay-Pauncefote Treaty gave the United States back the liberty of action, on the condition of equal treatment being guaranteed to the ships of all nations. A copy of the Canal Act is enclosed, which effects the interests of British shipping, which would seriously be affected, particularly British. bbox=[701, 478, 825, 601]
placing: 1 bbox=[688, 1154, 692, 1162]
section-headline: NEWQUAY SENSATION bbox=[564, 117, 692, 135]
press-association-byline: (United Press Association—By Electric Telegraph—Copyright.) bbox=[436, 93, 547, 109]
section-headline: PERSONAL bbox=[834, 286, 958, 304]
article-paragraph: Rev A. T. Thompson was authorised to urge the claims of the district on the services of the Rev P. B. Fraser, the superintendent of home missions, and to request a visit at an early date; to request the foreign missions committee to arrange for a visit to the district by Dr Kirk, of the Canton Village Mission; and that steps be taken to consider throughout the Presbytery whether the district could not more suitably bear the support of a missionary in the foreign field. bbox=[428, 1002, 555, 1091]
section-headline: BRITAIN'S NOTE. bbox=[701, 628, 825, 646]
news-brief: Postal Orders receive careful and prompt attention. bbox=[157, 1138, 288, 1154]
section-headline: AMATEUR ATHLETICS bbox=[564, 837, 692, 855]
placing: 1 bbox=[688, 1126, 692, 1134]
competitor-name: L. Cross bbox=[564, 1088, 587, 1096]
advertisement-title: THE DRESDEN PIANO COMPANY, LTD. bbox=[853, 1001, 939, 1020]
article-paragraph: WASHINGTON, December 9. The Secretary of War (Mr H. L. Stimson) in a report to the President, says that the law relating the canal zone tolls in connection with the Panama Canal is a false and unnecessary policy. He suggests instead that different vessels should be subsidised and the amount paid into the Treasury in tolls. bbox=[701, 329, 825, 394]
result-row bbox=[564, 1155, 692, 1163]
placing: 2 bbox=[688, 1162, 692, 1170]
